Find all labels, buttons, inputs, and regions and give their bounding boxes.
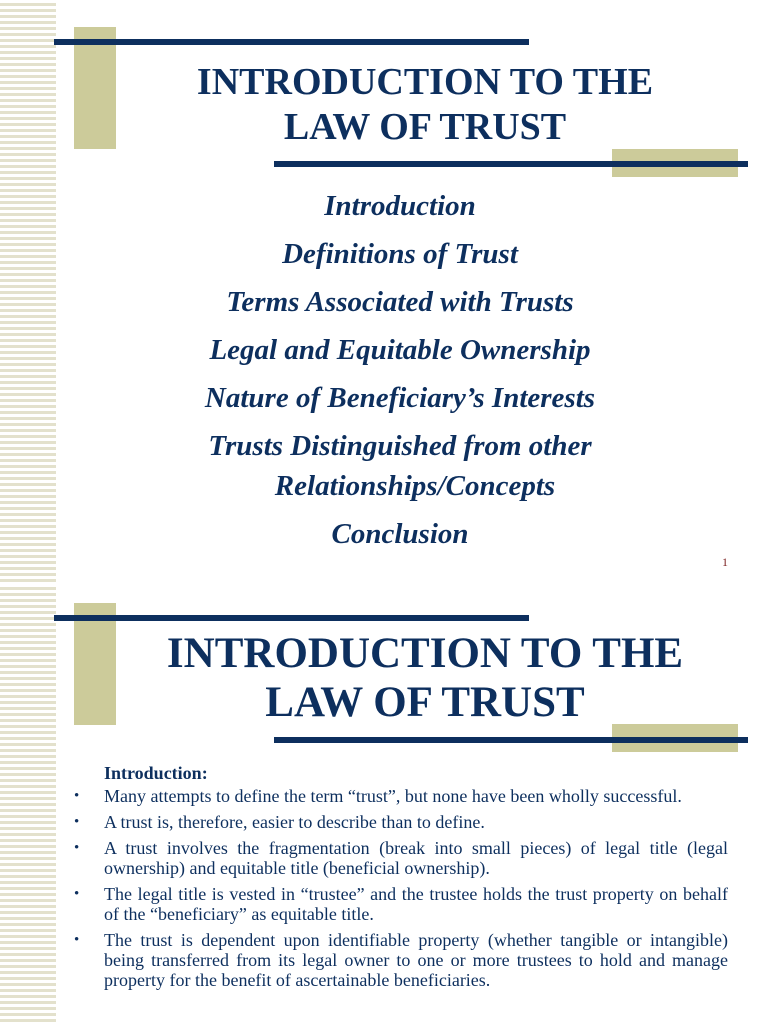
decorative-block-top	[74, 27, 116, 149]
bullet-text: The trust is dependent upon identifiable property (whether tangible or intangible) being transferred from its legal owner to one or more trustees to hold and manage property for the benefit of ascertainable beneficiaries.	[104, 930, 728, 990]
topic-item: Legal and Equitable Ownership	[209, 334, 591, 366]
slide-title-line2: LAW OF TRUST	[265, 678, 585, 726]
topic-item: Definitions of Trust	[282, 238, 518, 270]
page-number: 1	[722, 555, 728, 569]
bullet-item	[70, 838, 728, 878]
bullet-icon: •	[74, 788, 80, 804]
bullet-icon: •	[74, 932, 80, 948]
decorative-bar-bottom	[274, 161, 748, 167]
section-heading: Introduction:	[104, 763, 208, 783]
bullet-icon: •	[74, 814, 80, 830]
topic-item-line1: Trusts Distinguished from other	[208, 430, 592, 462]
bullet-text: Many attempts to define the term “trust”, but none have been wholly successful.	[104, 786, 682, 806]
bullet-icon: •	[74, 886, 80, 902]
slide-title-line1: INTRODUCTION TO THE	[166, 630, 684, 677]
bullet-text: A trust is, therefore, easier to describe than to define.	[104, 812, 485, 832]
topic-item: Introduction	[324, 190, 476, 222]
topic-item-line2: Relationships/Concepts	[274, 470, 556, 502]
slide-title	[120, 630, 730, 727]
slide-title-line2: LAW OF TRUST	[283, 105, 567, 148]
decorative-bar-top	[54, 39, 529, 45]
decorative-block-top	[74, 603, 116, 725]
bullet-item	[70, 786, 728, 806]
bullet-list	[70, 786, 728, 990]
decorative-stripes	[0, 0, 56, 584]
topic-item: Nature of Beneficiary’s Interests	[204, 382, 596, 414]
bullet-item	[70, 930, 728, 990]
bullet-item	[70, 812, 728, 832]
decorative-stripes	[0, 584, 56, 1024]
bullet-text: A trust involves the fragmentation (break into small pieces) of legal title (legal ownership) and equitable title (beneficial ownership).	[104, 838, 728, 878]
bullet-icon: •	[74, 840, 80, 856]
slide-title-line1: INTRODUCTION TO THE	[196, 61, 654, 103]
decorative-bar-top	[54, 615, 529, 621]
topic-item: Conclusion	[331, 518, 469, 550]
slide-content	[70, 762, 728, 996]
topic-item: Terms Associated with Trusts	[226, 286, 574, 318]
slide-2	[0, 584, 768, 1024]
slide-title	[120, 60, 730, 150]
topic-item	[120, 426, 680, 514]
bullet-item	[70, 884, 728, 924]
bullet-text: The legal title is vested in “trustee” and the trustee holds the trust property on behalf of the “beneficiary” as equitable title.	[104, 884, 728, 924]
topic-list	[120, 186, 680, 562]
decorative-bar-bottom	[274, 737, 748, 743]
